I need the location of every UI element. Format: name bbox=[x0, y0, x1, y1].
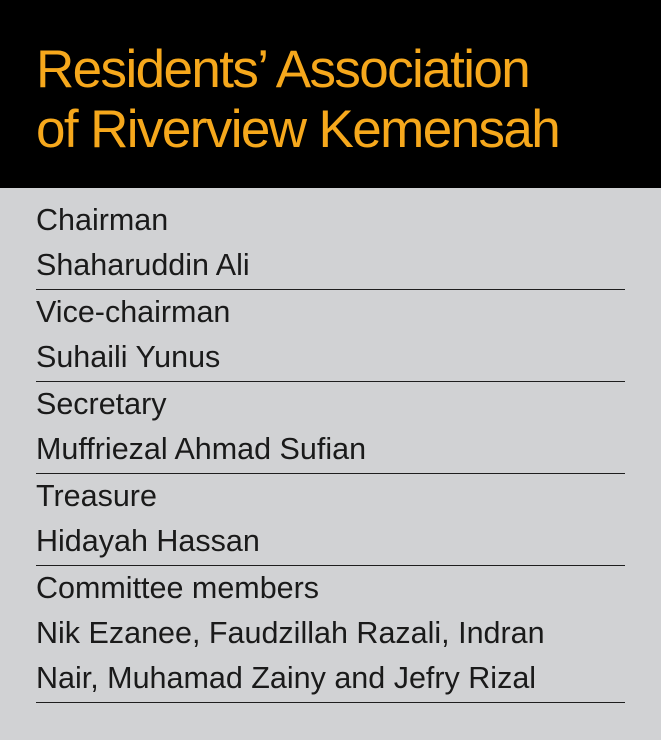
committee-list bbox=[36, 198, 625, 703]
member-names-line-1: Nik Ezanee, Faudzillah Razali, Indran bbox=[36, 616, 545, 650]
section-committee-members bbox=[36, 566, 625, 703]
member-name: Hidayah Hassan bbox=[36, 524, 260, 558]
member-name: Shaharuddin Ali bbox=[36, 248, 250, 282]
role-label: Chairman bbox=[36, 203, 169, 237]
header-banner bbox=[0, 0, 661, 188]
role-label: Treasure bbox=[36, 479, 157, 513]
section-chairman bbox=[36, 198, 625, 290]
member-names-line-2: Nair, Muhamad Zainy and Jefry Rizal bbox=[36, 661, 537, 695]
role-label: Committee members bbox=[36, 571, 320, 605]
page-title bbox=[36, 40, 559, 160]
section-treasure bbox=[36, 474, 625, 566]
member-name: Suhaili Yunus bbox=[36, 340, 221, 374]
section-vice-chairman bbox=[36, 290, 625, 382]
title-line-1: Residents’ Association bbox=[36, 40, 530, 99]
member-name: Muffriezal Ahmad Sufian bbox=[36, 432, 367, 466]
title-line-2: of Riverview Kemensah bbox=[36, 100, 560, 159]
role-label: Vice-chairman bbox=[36, 295, 231, 329]
section-secretary bbox=[36, 382, 625, 474]
role-label: Secretary bbox=[36, 387, 167, 421]
